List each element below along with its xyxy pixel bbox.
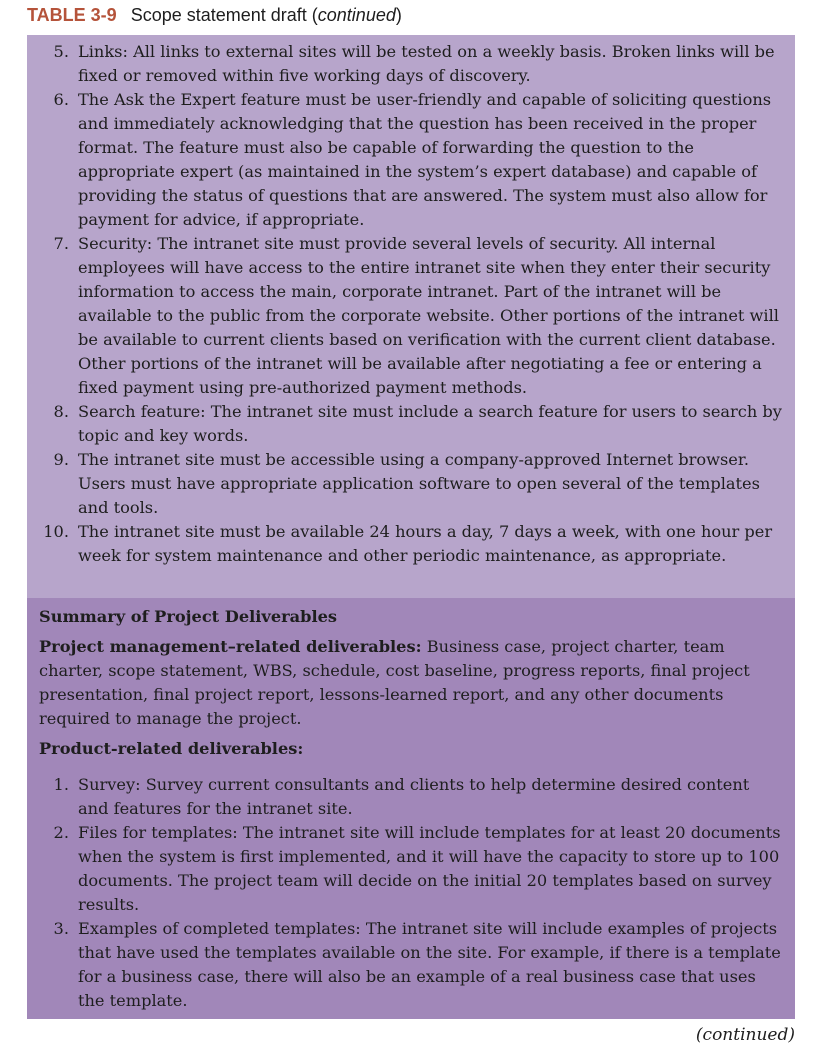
requirement-item [39, 448, 783, 520]
requirement-number: 6. [53, 90, 69, 109]
product-deliverable-item [39, 917, 783, 1013]
requirement-number: 9. [53, 450, 69, 469]
table-label: TABLE 3-9 [27, 5, 117, 25]
pm-deliverables-text: Business case, project charter, team charter, scope statement, WBS, schedule, cost baseline, progress reports, final project presentation, final project report, lessons-learned report, and any other documents required to manage the project. [39, 637, 750, 728]
table-title-close: ) [395, 5, 402, 25]
requirement-item [39, 88, 783, 232]
requirements-panel [27, 35, 795, 598]
deliverables-panel [27, 598, 795, 1019]
requirement-text: Search feature: The intranet site must include a search feature for users to search by topic and key words. [78, 402, 782, 445]
requirement-text: Links: All links to external sites will be tested on a weekly basis. Broken links will be fixed or removed within five working days of discovery. [78, 42, 775, 85]
requirement-item [39, 40, 783, 88]
pm-deliverables-paragraph [39, 635, 783, 731]
requirement-item [39, 232, 783, 400]
product-deliverable-number: 1. [53, 775, 69, 794]
requirement-number: 8. [53, 402, 69, 421]
product-deliverable-text: Survey: Survey current consultants and clients to help determine desired content and features for the intranet site. [78, 775, 750, 818]
requirement-number: 10. [43, 522, 69, 541]
table-title [131, 5, 402, 26]
product-deliverable-item [39, 821, 783, 917]
requirement-item [39, 400, 783, 448]
requirement-item [39, 520, 783, 568]
requirement-text: The Ask the Expert feature must be user-friendly and capable of soliciting questions and immediately acknowledging that the question has been received in the proper format. The feature must also be capable of forwarding the question to the appropriate expert (as maintained in the system’s expert database) and capable of providing the status of questions that are answered. The system must also allow for payment for advice, if appropriate. [78, 90, 772, 229]
continued-note: (continued) [695, 1025, 795, 1045]
requirement-text: Security: The intranet site must provide several levels of security. All internal employees will have access to the entire intranet site when they enter their security information to access the main, corporate intranet. Part of the intranet will be available to the public from the corporate website. Other portions of the intranet will be available to current clients based on verification with the current client database. Other portions of the intranet will be available after negotiating a fee or entering a fixed payment using pre-authorized payment methods. [78, 234, 779, 397]
requirement-text: The intranet site must be accessible using a company-approved Internet browser. Users must have appropriate application software to open several of the templates and tools. [78, 450, 760, 517]
product-deliverable-number: 3. [53, 919, 69, 938]
requirement-number: 5. [53, 42, 69, 61]
product-deliverables-list [39, 773, 783, 1013]
summary-heading: Summary of Project Deliverables [39, 607, 338, 626]
product-deliverables-heading: Product-related deliverables: [39, 739, 304, 758]
requirement-number: 7. [53, 234, 69, 253]
requirement-text: The intranet site must be available 24 hours a day, 7 days a week, with one hour per week for system maintenance and other periodic maintenance, as appropriate. [78, 522, 773, 565]
product-deliverable-text: Examples of completed templates: The intranet site will include examples of projects that have used the templates available on the site. For example, if there is a template for a business case, there will also be an example of a real business case that uses the template. [78, 919, 781, 1010]
product-deliverable-item [39, 773, 783, 821]
table-title-italic: continued [317, 5, 396, 25]
product-deliverable-text: Files for templates: The intranet site will include templates for at least 20 documents when the system is first implemented, and it will have the capacity to store up to 100 documents. The project team will decide on the initial 20 templates based on survey results. [78, 823, 781, 914]
requirements-list [39, 40, 783, 568]
pm-deliverables-label: Project management–related deliverables: [39, 637, 422, 656]
table-caption [27, 5, 402, 31]
product-deliverable-number: 2. [53, 823, 69, 842]
table-title-text: Scope statement draft ( [130, 5, 318, 25]
